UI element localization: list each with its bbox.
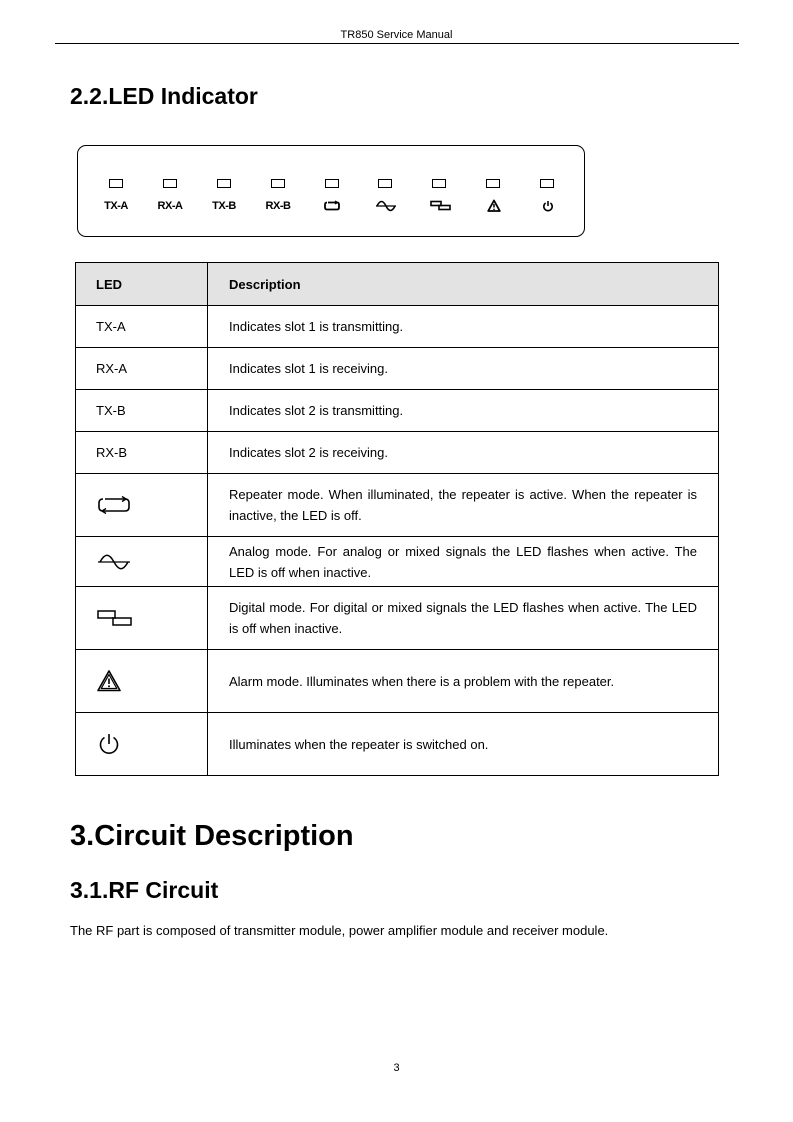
panel-led-power bbox=[540, 179, 554, 188]
digital-icon bbox=[96, 608, 134, 628]
panel-led-tx-b bbox=[217, 179, 231, 188]
led-panel-illustration bbox=[77, 145, 585, 237]
led-cell bbox=[76, 713, 208, 776]
table-row bbox=[76, 650, 719, 713]
analog-wave-icon bbox=[96, 552, 132, 572]
table-row bbox=[76, 713, 719, 776]
led-cell: RX-A bbox=[76, 348, 208, 390]
header-divider bbox=[55, 43, 739, 44]
repeat-icon bbox=[323, 199, 341, 213]
led-cell bbox=[76, 537, 208, 587]
page-header-title: TR850 Service Manual bbox=[340, 29, 453, 41]
section-heading-rf bbox=[70, 877, 218, 904]
power-icon bbox=[96, 731, 122, 757]
table-row bbox=[76, 587, 719, 650]
led-cell: TX-B bbox=[76, 390, 208, 432]
page-number: 3 bbox=[393, 1062, 400, 1074]
panel-label-tx-a: TX-A bbox=[104, 200, 128, 212]
panel-led-repeat bbox=[325, 179, 339, 188]
description-cell: Indicates slot 1 is transmitting. bbox=[208, 306, 719, 348]
section-heading-circuit bbox=[70, 820, 354, 853]
panel-led-rx-a bbox=[163, 179, 177, 188]
table-row bbox=[76, 306, 719, 348]
table-row bbox=[76, 432, 719, 474]
repeat-icon bbox=[96, 494, 132, 516]
digital-icon bbox=[430, 199, 452, 213]
section-number: 2.2. bbox=[70, 83, 109, 109]
led-cell bbox=[76, 650, 208, 713]
panel-led-digital bbox=[432, 179, 446, 188]
analog-wave-icon bbox=[375, 199, 397, 213]
led-description-table bbox=[75, 262, 719, 776]
panel-led-alarm bbox=[486, 179, 500, 188]
led-cell bbox=[76, 474, 208, 537]
description-cell: Alarm mode. Illuminates when there is a problem with the repeater. bbox=[208, 650, 719, 713]
panel-led-analog bbox=[378, 179, 392, 188]
description-cell: Analog mode. For analog or mixed signals the LED flashes when active. The LED is off when inactive. bbox=[208, 537, 719, 587]
table-row bbox=[76, 348, 719, 390]
column-header-description: Description bbox=[208, 263, 719, 306]
table-row bbox=[76, 474, 719, 537]
section-number: 3.1. bbox=[70, 877, 109, 903]
alarm-icon bbox=[96, 669, 122, 693]
panel-label-rx-b: RX-B bbox=[265, 200, 291, 212]
panel-label-rx-a: RX-A bbox=[157, 200, 183, 212]
panel-led-tx-a bbox=[109, 179, 123, 188]
description-cell: Illuminates when the repeater is switched on. bbox=[208, 713, 719, 776]
section-number: 3. bbox=[70, 820, 95, 852]
alarm-icon bbox=[487, 199, 501, 213]
power-icon bbox=[541, 199, 555, 213]
table-row bbox=[76, 537, 719, 587]
description-cell: Indicates slot 2 is receiving. bbox=[208, 432, 719, 474]
panel-label-tx-b: TX-B bbox=[212, 200, 236, 212]
description-cell: Digital mode. For digital or mixed signals the LED flashes when active. The LED is off when inactive. bbox=[208, 587, 719, 650]
section-heading-led bbox=[70, 83, 258, 110]
led-cell bbox=[76, 587, 208, 650]
rf-paragraph: The RF part is composed of transmitter module, power amplifier module and receiver module. bbox=[70, 923, 609, 938]
description-cell: Repeater mode. When illuminated, the repeater is active. When the repeater is inactive, the LED is off. bbox=[208, 474, 719, 537]
table-row bbox=[76, 390, 719, 432]
description-cell: Indicates slot 1 is receiving. bbox=[208, 348, 719, 390]
led-cell: RX-B bbox=[76, 432, 208, 474]
column-header-led: LED bbox=[76, 263, 208, 306]
panel-led-rx-b bbox=[271, 179, 285, 188]
section-title: LED Indicator bbox=[108, 83, 258, 109]
description-cell: Indicates slot 2 is transmitting. bbox=[208, 390, 719, 432]
led-cell: TX-A bbox=[76, 306, 208, 348]
section-title: Circuit Description bbox=[94, 820, 354, 852]
section-title: RF Circuit bbox=[108, 877, 219, 903]
table-header-row bbox=[76, 263, 719, 306]
